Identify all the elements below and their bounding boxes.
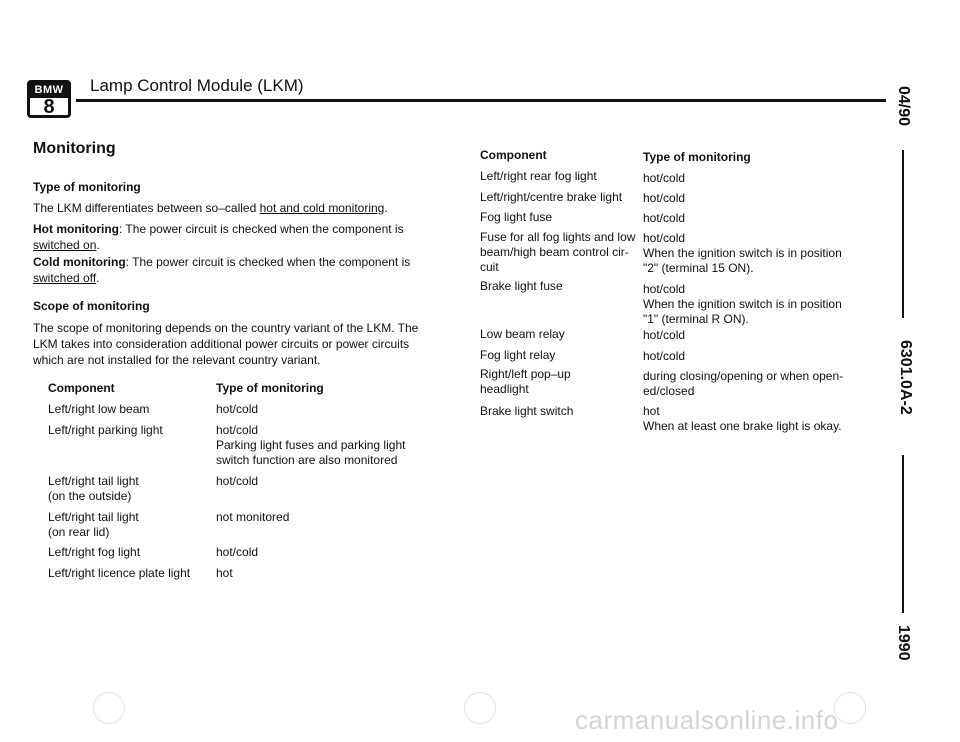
- left-row-component: Left/right tail light (on rear lid): [48, 510, 139, 539]
- intro-underlined: hot and cold monitoring: [259, 201, 385, 215]
- right-row-component: Left/right rear fog light: [480, 169, 597, 183]
- right-row-type: hot/cold: [643, 328, 686, 342]
- scope-heading: Scope of monitoring: [33, 299, 150, 313]
- right-row-component: Low beam relay: [480, 327, 565, 341]
- hot-label: Hot monitoring: [33, 222, 119, 236]
- left-table-col-component: Component: [48, 381, 115, 395]
- bmw-8-logo: [27, 80, 71, 118]
- header-rule: [76, 99, 886, 102]
- cold-paragraph: [33, 254, 433, 286]
- left-row-component: Left/right licence plate light: [48, 566, 191, 580]
- punch-hole: [93, 692, 125, 724]
- margin-code: 6301.0A-2: [897, 340, 914, 415]
- punch-hole: [834, 692, 866, 724]
- margin-bar: [902, 455, 904, 613]
- right-row-type: hot/cold: [643, 349, 686, 363]
- margin-date: 04/90: [895, 86, 912, 127]
- scope-line: The scope of monitoring depends on the country variant of the LKM. The: [33, 321, 419, 335]
- hot-text: : The power circuit is checked when the component is: [118, 222, 404, 236]
- scope-line: LKM takes into consideration additional power circuits or power circuits: [33, 337, 410, 351]
- type-heading: Type of monitoring: [33, 180, 141, 194]
- right-row-type: hot When at least one brake light is okay.: [643, 404, 842, 433]
- right-row-component: Fog light relay: [480, 348, 556, 362]
- scope-paragraph: [33, 320, 443, 368]
- left-table-col-type: Type of monitoring: [216, 381, 324, 395]
- scope-line: which are not installed for the relevant country variant.: [33, 353, 321, 367]
- right-row-component: Left/right/centre brake light: [480, 190, 623, 204]
- hot-post: .: [96, 238, 100, 252]
- right-row-component: Fuse for all fog lights and low beam/high beam control cir- cuit: [480, 230, 636, 274]
- left-row-type: hot/cold: [216, 402, 259, 416]
- logo-brand: BMW: [30, 83, 68, 98]
- left-row-type: hot/cold: [216, 545, 259, 559]
- intro-paragraph: [33, 200, 433, 216]
- left-row-component: Left/right fog light: [48, 545, 141, 559]
- right-row-type: hot/cold: [643, 211, 686, 225]
- left-row-type: hot: [216, 566, 233, 580]
- right-row-type: hot/cold: [643, 191, 686, 205]
- intro-text: The LKM differentiates between so–called: [33, 201, 260, 215]
- section-heading: Monitoring: [33, 140, 116, 157]
- left-row-component: Left/right parking light: [48, 423, 163, 437]
- right-row-type: hot/cold: [643, 171, 686, 185]
- right-table-col-type: Type of monitoring: [643, 150, 751, 164]
- left-row-component: Left/right low beam: [48, 402, 150, 416]
- right-row-type: hot/cold When the ignition switch is in position "2" (terminal 15 ON).: [643, 231, 842, 275]
- left-row-type: not monitored: [216, 510, 290, 524]
- right-row-component: Brake light switch: [480, 404, 574, 418]
- left-row-type: hot/cold: [216, 474, 259, 488]
- margin-bar: [902, 150, 904, 318]
- hot-underlined: switched on: [33, 238, 97, 252]
- page-title: Lamp Control Module (LKM): [90, 76, 304, 95]
- logo-number: 8: [43, 96, 55, 118]
- cold-text: : The power circuit is checked when the component is: [125, 255, 411, 269]
- hot-paragraph: [33, 221, 433, 253]
- intro-post: .: [384, 201, 388, 215]
- right-row-component: Fog light fuse: [480, 210, 553, 224]
- punch-hole: [464, 692, 496, 724]
- right-row-type: during closing/opening or when open- ed/closed: [643, 369, 844, 398]
- margin-year: 1990: [895, 625, 912, 661]
- right-row-component: Right/left pop–up headlight: [480, 367, 571, 396]
- cold-post: .: [96, 271, 100, 285]
- right-row-component: Brake light fuse: [480, 279, 563, 293]
- right-row-type: hot/cold When the ignition switch is in position "1" (terminal R ON).: [643, 282, 842, 326]
- watermark: carmanualsonline.info: [575, 705, 839, 735]
- cold-label: Cold monitoring: [33, 255, 126, 269]
- left-row-component: Left/right tail light (on the outside): [48, 474, 139, 503]
- left-row-type: hot/cold Parking light fuses and parking light switch function are also monitored: [216, 423, 406, 467]
- cold-underlined: switched off: [33, 271, 97, 285]
- right-table-col-component: Component: [480, 148, 547, 162]
